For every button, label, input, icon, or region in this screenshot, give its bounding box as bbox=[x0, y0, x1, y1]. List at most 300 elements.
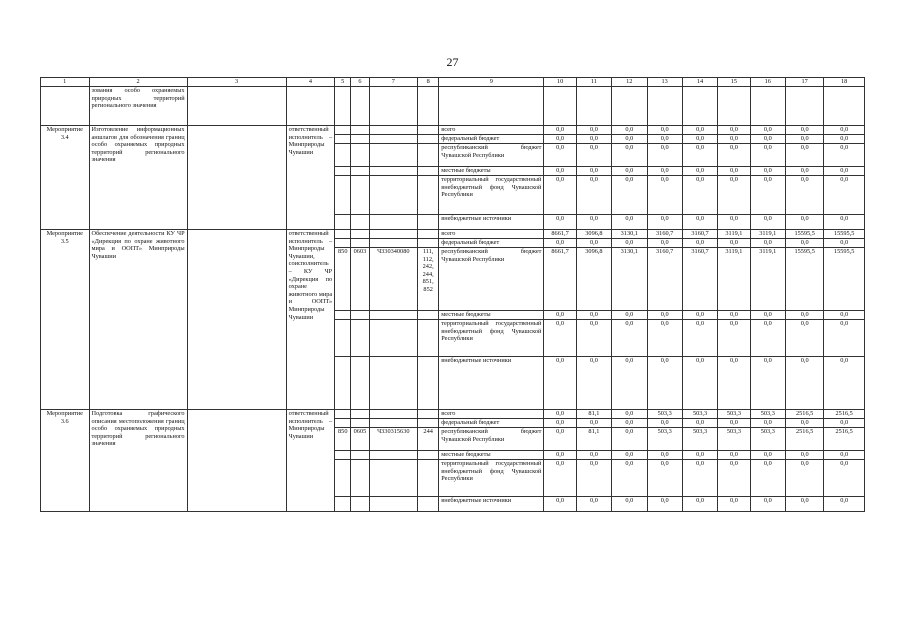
table-cell bbox=[335, 176, 351, 215]
table-header-row bbox=[41, 78, 865, 87]
table-cell bbox=[369, 419, 418, 428]
value-cell: 15595,5 bbox=[785, 248, 823, 311]
funding-source: республиканский бюджет Чувашской Республики bbox=[439, 428, 544, 451]
table-cell bbox=[335, 460, 351, 497]
value-cell: 0,0 bbox=[544, 126, 576, 135]
table-cell bbox=[418, 497, 439, 512]
value-cell: 0,0 bbox=[718, 320, 750, 357]
column-header: 7 bbox=[369, 78, 418, 87]
table-cell bbox=[351, 176, 369, 215]
value-cell: 3096,8 bbox=[576, 230, 611, 239]
value-cell: 0,0 bbox=[718, 311, 750, 320]
value-cell: 0,0 bbox=[576, 419, 611, 428]
funding-source: всего bbox=[439, 126, 544, 135]
value-cell: 0,0 bbox=[576, 126, 611, 135]
value-cell: 0,0 bbox=[824, 320, 865, 357]
value-cell: 0,0 bbox=[576, 451, 611, 460]
table-cell bbox=[369, 460, 418, 497]
measure-name: Изготовление информационных аншлагов для обозначения границ особо охраняемых природных территорий регионального значения bbox=[89, 126, 187, 230]
value-cell: 0,0 bbox=[718, 135, 750, 144]
value-cell: 0,0 bbox=[750, 451, 785, 460]
table-cell bbox=[351, 497, 369, 512]
value-cell: 0,0 bbox=[718, 451, 750, 460]
table-cell bbox=[335, 497, 351, 512]
funding-source: федеральный бюджет bbox=[439, 135, 544, 144]
table-cell bbox=[335, 311, 351, 320]
value-cell: 0,0 bbox=[824, 176, 865, 215]
value-cell: 0,0 bbox=[612, 215, 647, 230]
value-cell: 0,0 bbox=[718, 239, 750, 248]
table-cell bbox=[418, 215, 439, 230]
value-cell: 0,0 bbox=[718, 215, 750, 230]
table-cell bbox=[369, 239, 418, 248]
table-cell bbox=[351, 419, 369, 428]
value-cell: 0,0 bbox=[544, 460, 576, 497]
value-cell: 0,0 bbox=[682, 239, 717, 248]
table-cell bbox=[351, 460, 369, 497]
table-cell bbox=[418, 87, 439, 126]
value-cell: 81,1 bbox=[576, 410, 611, 419]
value-cell: 0,0 bbox=[718, 419, 750, 428]
value-cell: 0,0 bbox=[612, 126, 647, 135]
table-cell bbox=[418, 460, 439, 497]
value-cell: 0,0 bbox=[682, 176, 717, 215]
value-cell: 0,0 bbox=[785, 126, 823, 135]
value-cell: 0,0 bbox=[544, 320, 576, 357]
value-cell: 0,0 bbox=[750, 357, 785, 410]
value-cell: 0,0 bbox=[718, 176, 750, 215]
responsible-executor: ответственный исполнитель – Минприроды Чувашии, соисполнитель – КУ ЧР «Дирекция по охране животного мира и ООПТ» Минприроды Чувашии bbox=[286, 230, 335, 410]
responsible-executor: ответственный исполнитель – Минприроды Чувашии bbox=[286, 410, 335, 512]
value-cell: 0,0 bbox=[718, 357, 750, 410]
value-cell: 0,0 bbox=[576, 497, 611, 512]
value-cell: 0,0 bbox=[682, 215, 717, 230]
value-cell: 0,0 bbox=[824, 497, 865, 512]
value-cell: 0,0 bbox=[785, 419, 823, 428]
value-cell: 0,0 bbox=[824, 144, 865, 167]
table-cell bbox=[612, 87, 647, 126]
value-cell: 0,0 bbox=[718, 144, 750, 167]
funding-source: местные бюджеты bbox=[439, 167, 544, 176]
value-cell: 0,0 bbox=[718, 497, 750, 512]
value-cell: 0,0 bbox=[576, 460, 611, 497]
value-cell: 0,0 bbox=[750, 135, 785, 144]
table-cell bbox=[439, 87, 544, 126]
value-cell: 0,0 bbox=[785, 167, 823, 176]
table-cell bbox=[41, 87, 90, 126]
table-cell bbox=[187, 230, 286, 410]
funding-source: федеральный бюджет bbox=[439, 419, 544, 428]
table-cell bbox=[369, 451, 418, 460]
value-cell: 0,0 bbox=[785, 320, 823, 357]
value-cell: 0,0 bbox=[647, 357, 682, 410]
table-cell bbox=[418, 144, 439, 167]
value-cell: 0,0 bbox=[544, 135, 576, 144]
value-cell: 0,0 bbox=[785, 497, 823, 512]
table-cell bbox=[544, 87, 576, 126]
table-cell bbox=[418, 357, 439, 410]
value-cell: 0,0 bbox=[544, 419, 576, 428]
column-header: 13 bbox=[647, 78, 682, 87]
value-cell: 0,0 bbox=[750, 497, 785, 512]
value-cell: 3160,7 bbox=[682, 230, 717, 239]
value-cell: 0,0 bbox=[824, 215, 865, 230]
value-cell: 15595,5 bbox=[824, 248, 865, 311]
budget-code: 850 bbox=[335, 248, 351, 311]
table-cell bbox=[351, 357, 369, 410]
table-cell bbox=[824, 87, 865, 126]
value-cell: 0,0 bbox=[750, 311, 785, 320]
funding-source: территориальный государственный внебюджетный фонд Чувашской Республики bbox=[439, 320, 544, 357]
value-cell: 0,0 bbox=[785, 135, 823, 144]
table-row bbox=[41, 126, 865, 135]
table-cell bbox=[351, 126, 369, 135]
value-cell: 0,0 bbox=[544, 176, 576, 215]
table-cell bbox=[369, 167, 418, 176]
budget-code: Ч330315630 bbox=[369, 428, 418, 451]
table-cell bbox=[369, 215, 418, 230]
table-cell bbox=[647, 87, 682, 126]
value-cell: 0,0 bbox=[647, 451, 682, 460]
table-row bbox=[41, 230, 865, 239]
value-cell: 0,0 bbox=[612, 497, 647, 512]
value-cell: 0,0 bbox=[682, 167, 717, 176]
column-header: 1 bbox=[41, 78, 90, 87]
value-cell: 3119,1 bbox=[750, 248, 785, 311]
value-cell: 0,0 bbox=[682, 135, 717, 144]
column-header: 2 bbox=[89, 78, 187, 87]
value-cell: 0,0 bbox=[750, 239, 785, 248]
value-cell: 0,0 bbox=[785, 357, 823, 410]
value-cell: 0,0 bbox=[647, 176, 682, 215]
table-cell bbox=[418, 451, 439, 460]
funding-source: республиканский бюджет Чувашской Республики bbox=[439, 248, 544, 311]
table-cell bbox=[335, 320, 351, 357]
column-header: 10 bbox=[544, 78, 576, 87]
table-cell bbox=[187, 410, 286, 512]
page-number: 27 bbox=[446, 55, 459, 69]
column-header: 17 bbox=[785, 78, 823, 87]
value-cell: 0,0 bbox=[612, 451, 647, 460]
table-cell bbox=[351, 451, 369, 460]
column-header: 15 bbox=[718, 78, 750, 87]
value-cell: 0,0 bbox=[785, 311, 823, 320]
table-row bbox=[41, 410, 865, 419]
value-cell: 0,0 bbox=[612, 320, 647, 357]
table-cell bbox=[286, 87, 335, 126]
table-cell bbox=[418, 320, 439, 357]
budget-code: 0605 bbox=[351, 428, 369, 451]
table-cell bbox=[351, 87, 369, 126]
table-cell bbox=[369, 230, 418, 239]
value-cell: 0,0 bbox=[750, 215, 785, 230]
table-cell bbox=[335, 451, 351, 460]
table-cell bbox=[369, 357, 418, 410]
value-cell: 0,0 bbox=[824, 357, 865, 410]
value-cell: 503,3 bbox=[750, 410, 785, 419]
column-header: 18 bbox=[824, 78, 865, 87]
value-cell: 0,0 bbox=[682, 451, 717, 460]
value-cell: 503,3 bbox=[750, 428, 785, 451]
table-cell bbox=[682, 87, 717, 126]
value-cell: 0,0 bbox=[576, 311, 611, 320]
value-cell: 0,0 bbox=[785, 144, 823, 167]
value-cell: 0,0 bbox=[750, 320, 785, 357]
table-cell bbox=[418, 239, 439, 248]
value-cell: 0,0 bbox=[576, 215, 611, 230]
table-cell bbox=[418, 230, 439, 239]
value-cell: 0,0 bbox=[647, 320, 682, 357]
funding-source: внебюджетные источники bbox=[439, 215, 544, 230]
funding-source: местные бюджеты bbox=[439, 311, 544, 320]
value-cell: 0,0 bbox=[544, 451, 576, 460]
column-header: 12 bbox=[612, 78, 647, 87]
table-cell bbox=[351, 410, 369, 419]
value-cell: 0,0 bbox=[612, 176, 647, 215]
value-cell: 0,0 bbox=[612, 144, 647, 167]
column-header: 16 bbox=[750, 78, 785, 87]
table-cell bbox=[351, 239, 369, 248]
funding-source: республиканский бюджет Чувашской Республики bbox=[439, 144, 544, 167]
value-cell: 0,0 bbox=[647, 497, 682, 512]
table-cell bbox=[351, 144, 369, 167]
value-cell: 0,0 bbox=[612, 460, 647, 497]
value-cell: 0,0 bbox=[824, 311, 865, 320]
measure-label: Мероприятие 3.6 bbox=[41, 410, 90, 512]
table-cell bbox=[335, 87, 351, 126]
value-cell: 0,0 bbox=[544, 167, 576, 176]
funding-source: территориальный государственный внебюджетный фонд Чувашской Республики bbox=[439, 176, 544, 215]
column-header: 14 bbox=[682, 78, 717, 87]
value-cell: 0,0 bbox=[824, 126, 865, 135]
value-cell: 0,0 bbox=[576, 239, 611, 248]
value-cell: 0,0 bbox=[682, 144, 717, 167]
table-cell bbox=[335, 215, 351, 230]
program-table bbox=[40, 77, 865, 512]
value-cell: 0,0 bbox=[647, 239, 682, 248]
column-header: 8 bbox=[418, 78, 439, 87]
value-cell: 0,0 bbox=[682, 320, 717, 357]
value-cell: 0,0 bbox=[576, 144, 611, 167]
value-cell: 3160,7 bbox=[682, 248, 717, 311]
funding-source: внебюджетные источники bbox=[439, 497, 544, 512]
value-cell: 0,0 bbox=[785, 176, 823, 215]
measure-name: Обеспечение деятельности КУ ЧР «Дирекция по охране животного мира и ООПТ» Минприроды Чувашии bbox=[89, 230, 187, 410]
value-cell: 0,0 bbox=[785, 460, 823, 497]
table-cell bbox=[418, 410, 439, 419]
value-cell: 0,0 bbox=[544, 144, 576, 167]
budget-code: 0603 bbox=[351, 248, 369, 311]
table-cell bbox=[351, 135, 369, 144]
value-cell: 0,0 bbox=[682, 497, 717, 512]
value-cell: 0,0 bbox=[576, 320, 611, 357]
measure-label: Мероприятие 3.4 bbox=[41, 126, 90, 230]
value-cell: 3119,1 bbox=[718, 230, 750, 239]
value-cell: 0,0 bbox=[647, 135, 682, 144]
budget-code: 111, 112, 242, 244, 851, 852 bbox=[418, 248, 439, 311]
table-cell bbox=[369, 144, 418, 167]
column-header: 3 bbox=[187, 78, 286, 87]
table-cell bbox=[335, 419, 351, 428]
value-cell: 3130,1 bbox=[612, 248, 647, 311]
table-cell bbox=[351, 215, 369, 230]
budget-code: 244 bbox=[418, 428, 439, 451]
value-cell: 0,0 bbox=[612, 428, 647, 451]
table-cell bbox=[335, 357, 351, 410]
value-cell: 3096,8 bbox=[576, 248, 611, 311]
value-cell: 0,0 bbox=[785, 451, 823, 460]
value-cell: 0,0 bbox=[824, 460, 865, 497]
funding-source: местные бюджеты bbox=[439, 451, 544, 460]
value-cell: 0,0 bbox=[647, 311, 682, 320]
value-cell: 0,0 bbox=[785, 239, 823, 248]
table-cell bbox=[351, 230, 369, 239]
table-cell bbox=[335, 230, 351, 239]
table-cell bbox=[369, 87, 418, 126]
value-cell: 0,0 bbox=[750, 419, 785, 428]
value-cell: 0,0 bbox=[544, 311, 576, 320]
value-cell: 503,3 bbox=[682, 410, 717, 419]
funding-source: всего bbox=[439, 230, 544, 239]
value-cell: 0,0 bbox=[750, 176, 785, 215]
value-cell: 0,0 bbox=[612, 239, 647, 248]
table-cell bbox=[335, 167, 351, 176]
value-cell: 3160,7 bbox=[647, 248, 682, 311]
table-cell bbox=[785, 87, 823, 126]
budget-code: Ч330340080 bbox=[369, 248, 418, 311]
value-cell: 0,0 bbox=[824, 419, 865, 428]
table-cell bbox=[351, 311, 369, 320]
table-cell bbox=[335, 239, 351, 248]
value-cell: 503,3 bbox=[718, 410, 750, 419]
table-cell bbox=[187, 87, 286, 126]
table-cell bbox=[369, 176, 418, 215]
value-cell: 0,0 bbox=[612, 357, 647, 410]
funding-source: федеральный бюджет bbox=[439, 239, 544, 248]
table-cell bbox=[335, 135, 351, 144]
value-cell: 0,0 bbox=[612, 311, 647, 320]
table-cell bbox=[418, 135, 439, 144]
table-cell bbox=[418, 176, 439, 215]
value-cell: 0,0 bbox=[576, 357, 611, 410]
table-cell bbox=[369, 497, 418, 512]
value-cell: 0,0 bbox=[682, 357, 717, 410]
value-cell: 2516,5 bbox=[785, 428, 823, 451]
value-cell: 0,0 bbox=[647, 460, 682, 497]
value-cell: 0,0 bbox=[682, 126, 717, 135]
table-cell bbox=[369, 320, 418, 357]
column-header: 11 bbox=[576, 78, 611, 87]
value-cell: 0,0 bbox=[612, 135, 647, 144]
table-cell bbox=[335, 144, 351, 167]
value-cell: 0,0 bbox=[682, 460, 717, 497]
table-cell bbox=[351, 320, 369, 357]
table-cell bbox=[369, 410, 418, 419]
value-cell: 503,3 bbox=[682, 428, 717, 451]
column-header: 9 bbox=[439, 78, 544, 87]
value-cell: 0,0 bbox=[544, 428, 576, 451]
measure-label: Мероприятие 3.5 bbox=[41, 230, 90, 410]
value-cell: 0,0 bbox=[647, 126, 682, 135]
value-cell: 15595,5 bbox=[785, 230, 823, 239]
table-cell bbox=[351, 167, 369, 176]
value-cell: 8661,7 bbox=[544, 248, 576, 311]
value-cell: 8661,7 bbox=[544, 230, 576, 239]
value-cell: 0,0 bbox=[750, 460, 785, 497]
value-cell: 0,0 bbox=[824, 167, 865, 176]
value-cell: 0,0 bbox=[612, 167, 647, 176]
column-header: 5 bbox=[335, 78, 351, 87]
value-cell: 0,0 bbox=[750, 144, 785, 167]
table-cell bbox=[418, 419, 439, 428]
table-cell bbox=[369, 126, 418, 135]
value-cell: 0,0 bbox=[647, 167, 682, 176]
value-cell: 0,0 bbox=[576, 176, 611, 215]
value-cell: 0,0 bbox=[785, 215, 823, 230]
table-cell bbox=[718, 87, 750, 126]
value-cell: 0,0 bbox=[718, 126, 750, 135]
value-cell: 0,0 bbox=[750, 126, 785, 135]
value-cell: 2516,5 bbox=[824, 410, 865, 419]
value-cell: 0,0 bbox=[576, 167, 611, 176]
value-cell: 503,3 bbox=[647, 410, 682, 419]
value-cell: 0,0 bbox=[718, 460, 750, 497]
value-cell: 3119,1 bbox=[750, 230, 785, 239]
value-cell: 0,0 bbox=[718, 167, 750, 176]
table-cell bbox=[335, 126, 351, 135]
value-cell: 81,1 bbox=[576, 428, 611, 451]
value-cell: 503,3 bbox=[718, 428, 750, 451]
value-cell: 0,0 bbox=[824, 239, 865, 248]
value-cell: 0,0 bbox=[750, 167, 785, 176]
value-cell: 3130,1 bbox=[612, 230, 647, 239]
measure-name: зования особо охраняемых природных территорий регионального значения bbox=[89, 87, 187, 126]
value-cell: 3160,7 bbox=[647, 230, 682, 239]
table-cell bbox=[418, 126, 439, 135]
value-cell: 0,0 bbox=[682, 311, 717, 320]
table-cell bbox=[369, 311, 418, 320]
table-cell bbox=[187, 126, 286, 230]
budget-code: 850 bbox=[335, 428, 351, 451]
measure-name: Подготовка графического описания местоположения границ особо охраняемых природных территорий регионального значения bbox=[89, 410, 187, 512]
value-cell: 0,0 bbox=[576, 135, 611, 144]
value-cell: 0,0 bbox=[647, 144, 682, 167]
value-cell: 0,0 bbox=[612, 410, 647, 419]
value-cell: 0,0 bbox=[544, 357, 576, 410]
value-cell: 0,0 bbox=[647, 419, 682, 428]
table-cell bbox=[369, 135, 418, 144]
table-cell bbox=[750, 87, 785, 126]
table-cell bbox=[335, 410, 351, 419]
value-cell: 0,0 bbox=[647, 215, 682, 230]
value-cell: 0,0 bbox=[682, 419, 717, 428]
value-cell: 0,0 bbox=[612, 419, 647, 428]
value-cell: 0,0 bbox=[544, 215, 576, 230]
funding-source: территориальный государственный внебюджетный фонд Чувашской Республики bbox=[439, 460, 544, 497]
value-cell: 2516,5 bbox=[824, 428, 865, 451]
value-cell: 3119,1 bbox=[718, 248, 750, 311]
value-cell: 2516,5 bbox=[785, 410, 823, 419]
value-cell: 0,0 bbox=[824, 135, 865, 144]
table-cell bbox=[418, 311, 439, 320]
column-header: 6 bbox=[351, 78, 369, 87]
value-cell: 0,0 bbox=[544, 239, 576, 248]
value-cell: 0,0 bbox=[824, 451, 865, 460]
column-header: 4 bbox=[286, 78, 335, 87]
funding-source: внебюджетные источники bbox=[439, 357, 544, 410]
responsible-executor: ответственный исполнитель – Минприроды Чувашии bbox=[286, 126, 335, 230]
value-cell: 0,0 bbox=[544, 497, 576, 512]
